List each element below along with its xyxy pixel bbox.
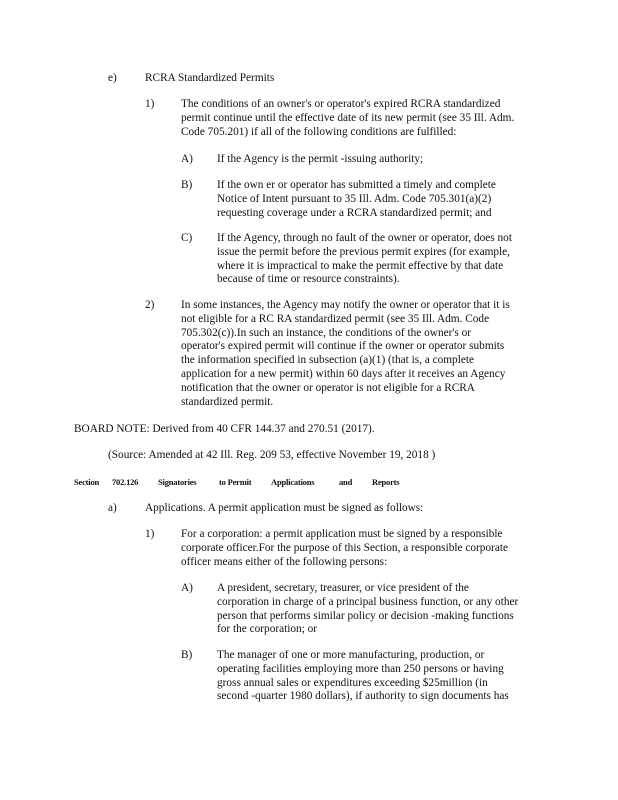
section-number: 702.126 xyxy=(112,477,139,487)
subsection-e-label: e) xyxy=(108,72,117,84)
section-label: Section xyxy=(74,477,100,487)
item-e1b-text: If the own er or operator has submitted a timely and complete Notice of Intent pursuant to 35 Ill. Adm. Code 705.301(a)(2) requesting coverage under a RCRA standardized permit; and xyxy=(217,179,496,219)
paragraph-e1-label: 1) xyxy=(145,98,155,110)
section-title-word: Signatories xyxy=(158,477,197,487)
paragraph-e2-text: In some instances, the Agency may notify the owner or operator that it is not eligible for a RC RA standardized permit (see 35 Ill. Adm. Code 705.302(c)).In such an instance, the conditions of the owner's or operator's expired permit will continue if the owner or operator submits the information specified in subsection (a)(1) (that is, a complete application for a new permit) within 60 days after it receives an Agency notification that the owner or operator is not eligible for a RCRA standardized permit. xyxy=(181,299,510,408)
item-a1a-label: A) xyxy=(181,582,193,594)
subsection-a-title: Applications. A permit application must be signed as follows: xyxy=(145,502,424,514)
item-a1b-label: B) xyxy=(181,649,193,661)
section-title-word: and xyxy=(339,477,353,487)
item-e1b-label: B) xyxy=(181,179,193,191)
item-a1a-text: A president, secretary, treasurer, or vice president of the corporation in charge of a principal business function, or any other person that performs similar policy or decision -making functions for the corporation; or xyxy=(217,582,519,636)
paragraph-e2-label: 2) xyxy=(145,299,155,311)
section-title-word: to Permit xyxy=(219,477,252,487)
item-e1a-label: A) xyxy=(181,153,193,165)
source-note: (Source: Amended at 42 Ill. Reg. 209 53, effective November 19, 2018 ) xyxy=(108,449,436,461)
section-title-word: Applications xyxy=(271,477,315,487)
board-note: BOARD NOTE: Derived from 40 CFR 144.37 and 270.51 (2017). xyxy=(74,423,375,435)
subsection-e-title: RCRA Standardized Permits xyxy=(145,72,275,84)
item-e1a-text: If the Agency is the permit -issuing authority; xyxy=(217,153,424,165)
item-a1b-text: The manager of one or more manufacturing, production, or operating facilities employing more than 250 persons or having gross annual sales or expenditures exceeding $25million (in second -quarter 1980 dollars), if authority to sign documents has xyxy=(217,649,509,703)
item-e1c-text: If the Agency, through no fault of the owner or operator, does not issue the permit before the previous permit expires (for example, where it is impractical to make the permit effective by that date because of time or resource constraints). xyxy=(217,232,512,286)
paragraph-e1-text: The conditions of an owner's or operator's expired RCRA standardized permit continue until the effective date of its new permit (see 35 Ill. Adm. Code 705.201) if all of the following conditions are fulfilled: xyxy=(181,98,515,138)
section-title-word: Reports xyxy=(372,477,400,487)
paragraph-a1-text: For a corporation: a permit application must be signed by a responsible corporate officer.For the purpose of this Section, a responsible corporate officer means either of the following persons: xyxy=(181,528,508,568)
subsection-a-label: a) xyxy=(108,502,117,514)
paragraph-a1-label: 1) xyxy=(145,528,155,540)
item-e1c-label: C) xyxy=(181,232,193,244)
